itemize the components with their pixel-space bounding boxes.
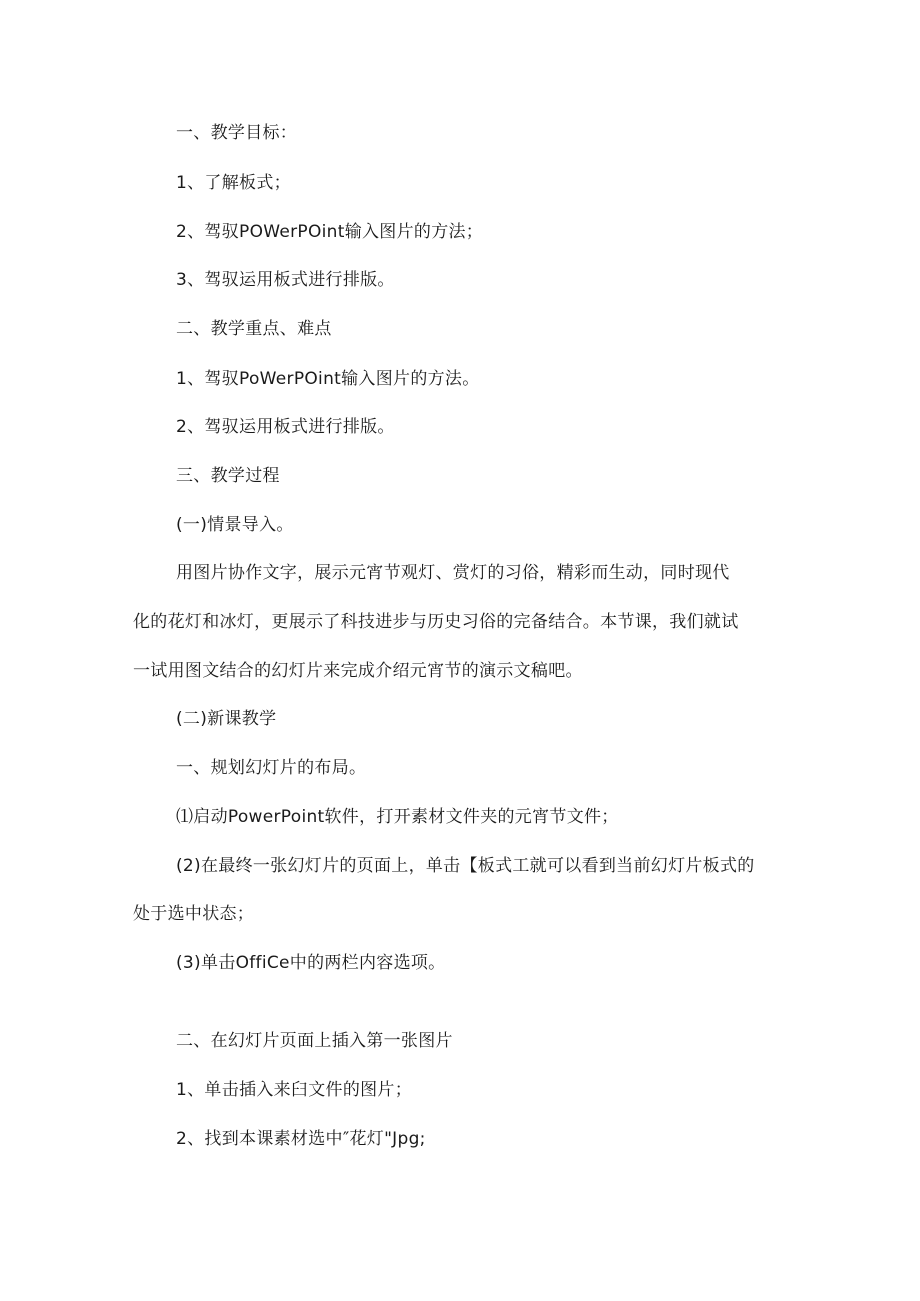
step-item-3: (3)单击OffiCe中的两栏内容选项。 (176, 953, 446, 973)
step-item-1: ⑴启动PowerPoint软件，打开素材文件夹的元宵节文件； (176, 807, 619, 827)
section-insert-picture: 二、在幻灯片页面上插入第一张图片 (176, 1031, 453, 1051)
heading-teaching-process: 三、教学过程 (176, 466, 280, 486)
step-item-2-continued: 处于选中状态； (133, 904, 255, 924)
objective-item-2: 2、驾驭POWerPOint输入图片的方法； (176, 222, 484, 242)
objective-item-1: 1、了解板式； (176, 173, 291, 193)
subheading-scene-intro: (一)情景导入。 (176, 515, 294, 535)
paragraph-line-2: 化的花灯和冰灯，更展示了科技进步与历史习俗的完备结合。本节课，我们就试 (133, 612, 739, 632)
key-point-item-2: 2、驾驭运用板式进行排版。 (176, 417, 395, 437)
paragraph-line-3: 一试用图文结合的幻灯片来完成介绍元宵节的演示文稿吧。 (133, 661, 583, 681)
insert-step-2: 2、找到本课素材选中″花灯"Jpg; (176, 1129, 426, 1149)
step-item-2: (2)在最终一张幻灯片的页面上，单击【板式工就可以看到当前幻灯片板式的 (176, 856, 755, 876)
section-plan-layout: 一、规划幻灯片的布局。 (176, 758, 367, 778)
key-point-item-1: 1、驾驭PoWerPOint输入图片的方法。 (176, 369, 480, 389)
heading-key-points: 二、教学重点、难点 (176, 319, 332, 339)
insert-step-1: 1、单击插入来臼文件的图片； (176, 1080, 413, 1100)
paragraph-line-1: 用图片协作文字，展示元宵节观灯、赏灯的习俗，精彩而生动，同时现代 (176, 563, 730, 583)
objective-item-3: 3、驾驭运用板式进行排版。 (176, 270, 395, 290)
heading-teaching-objectives: 一、教学目标： (176, 123, 298, 143)
subheading-new-lesson: (二)新课教学 (176, 709, 277, 729)
